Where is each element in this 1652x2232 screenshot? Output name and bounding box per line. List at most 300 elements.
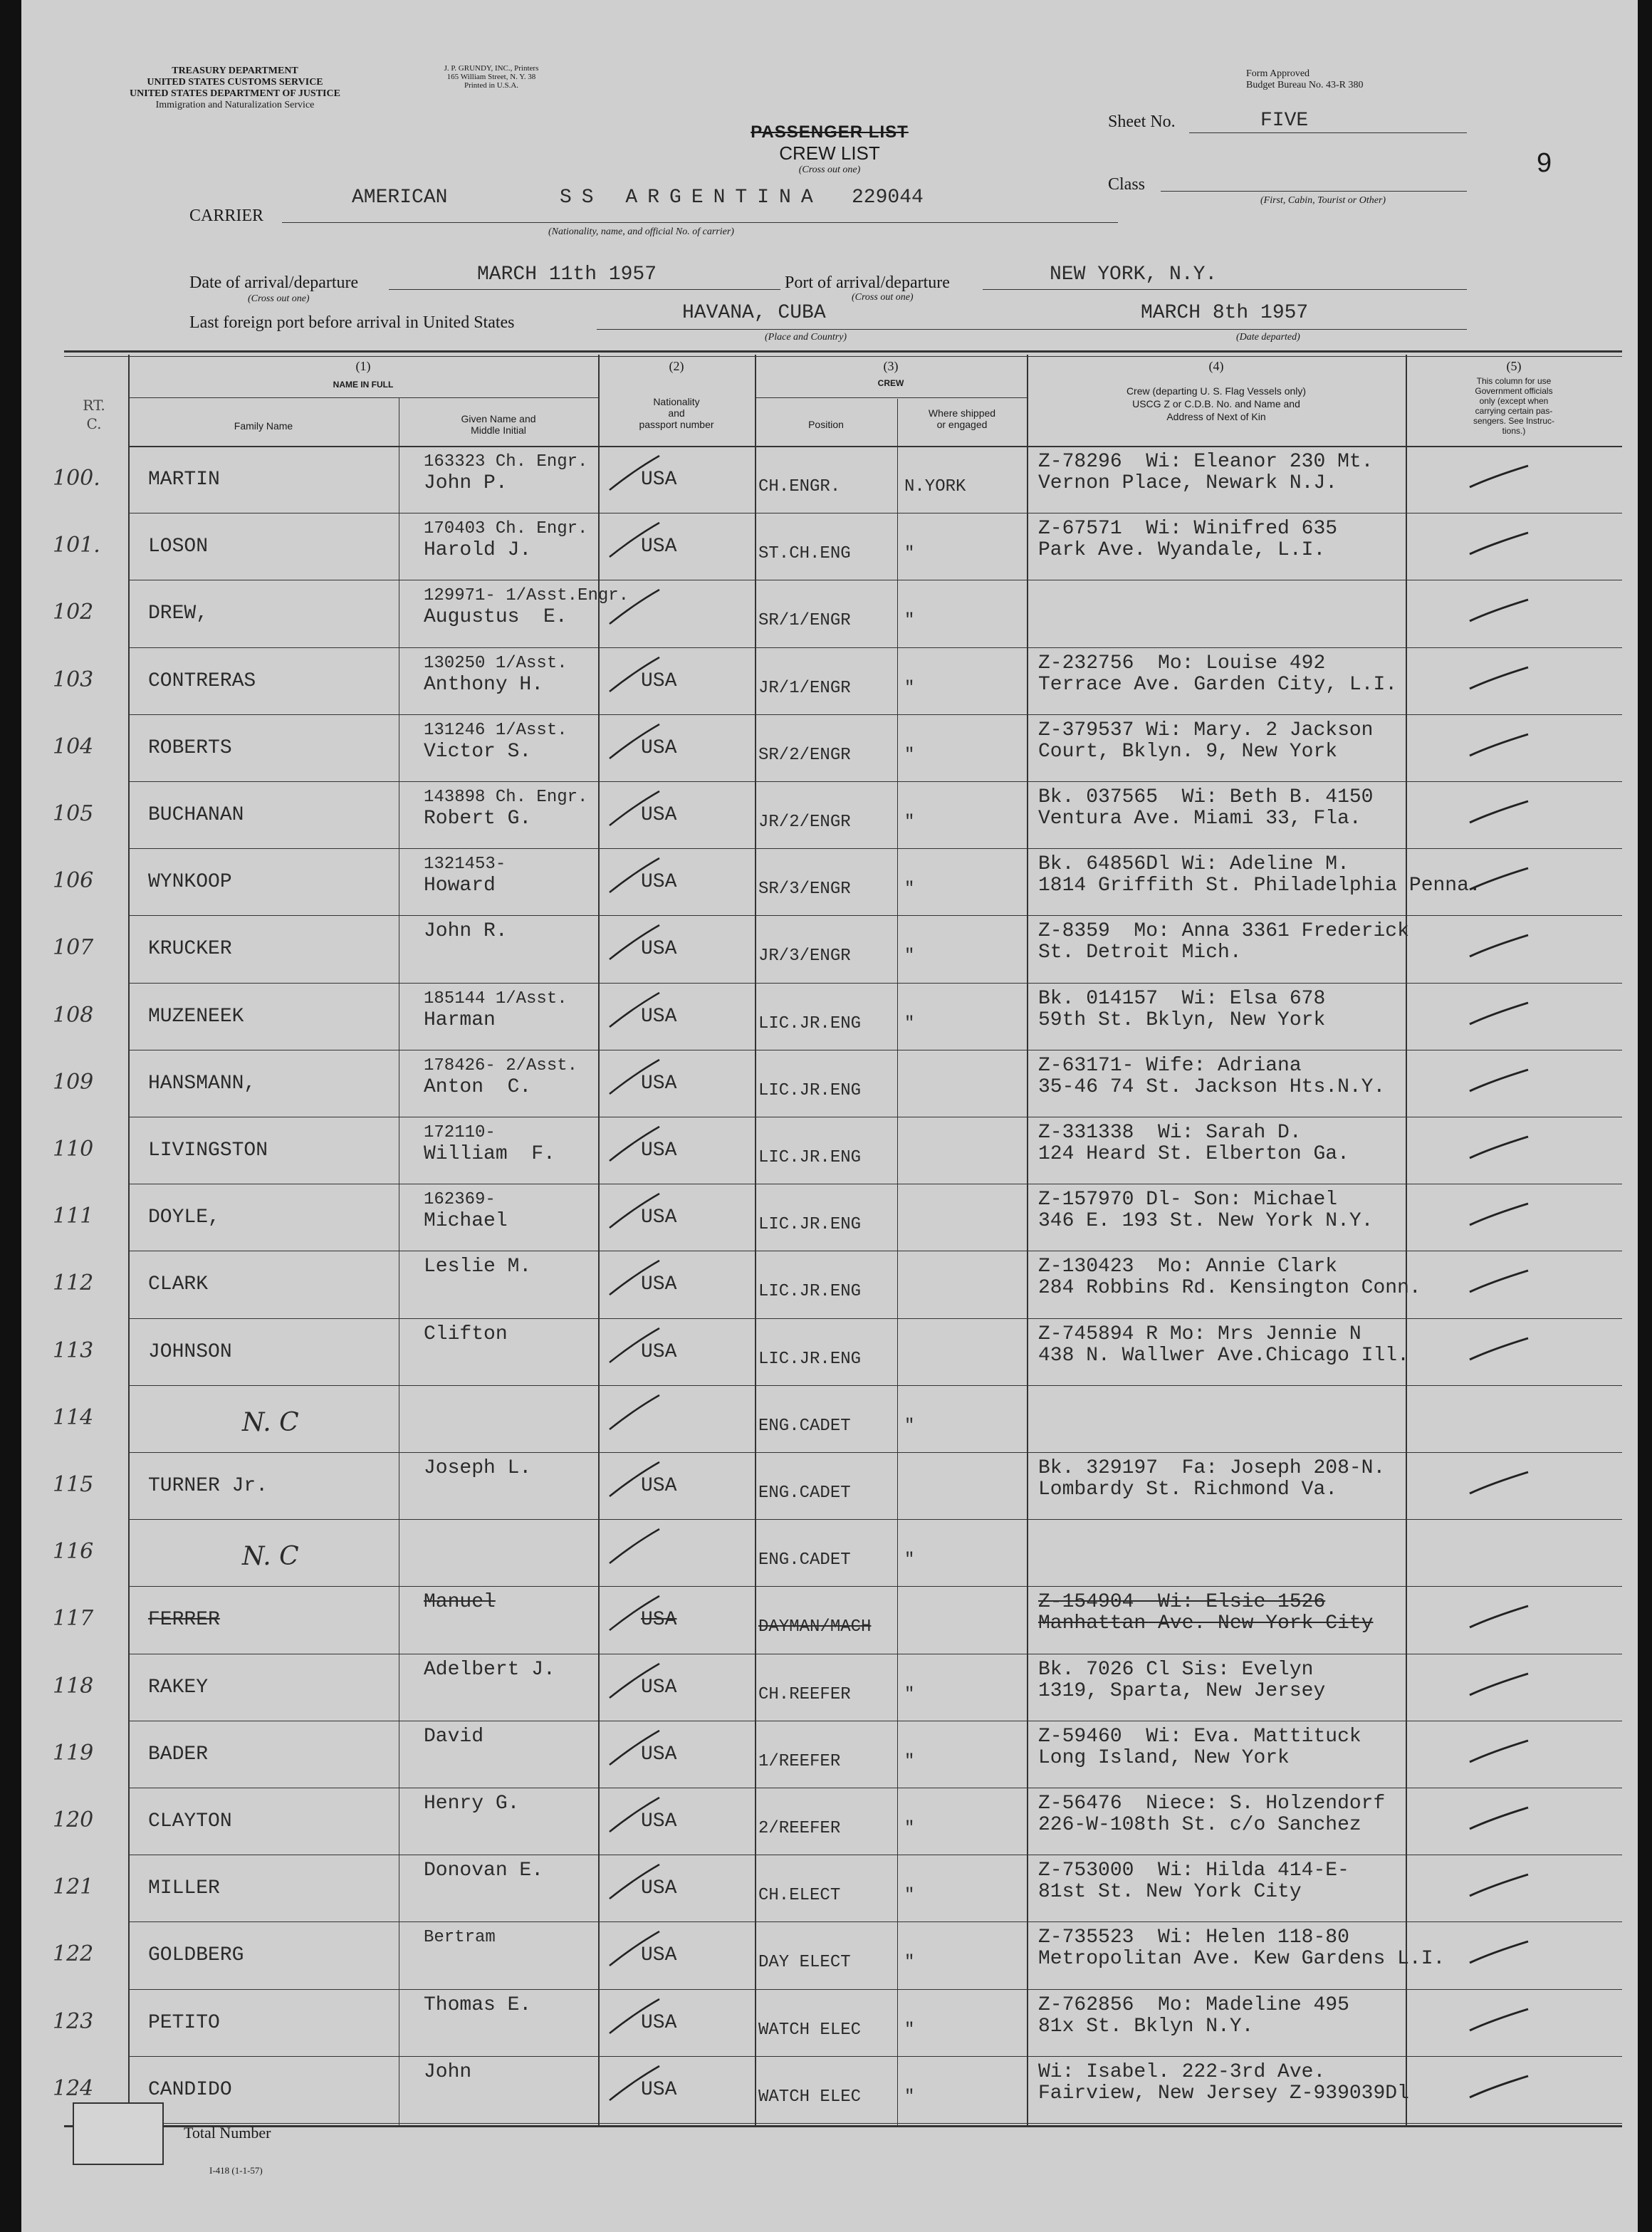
next-of-kin <box>1038 452 1373 494</box>
given-name <box>424 1927 496 1949</box>
row-divider <box>128 848 1622 849</box>
given-name-line-1: 178426- 2/Asst. <box>424 1055 578 1075</box>
next-of-kin-line-1: Z-56476 Niece: S. Holzendorf <box>1038 1793 1386 1815</box>
given-name <box>424 653 568 696</box>
last-port-note: (Place and Country) <box>765 332 847 343</box>
row-number: 118 <box>53 1673 94 1699</box>
position: LIC.JR.ENG <box>758 1282 862 1302</box>
given-name-line-2: Robert G. <box>424 808 532 830</box>
col-kin-line-1: Crew (departing U. S. Flag Vessels only) <box>1126 385 1307 397</box>
family-name: DOYLE, <box>148 1206 220 1229</box>
pen-check-icon <box>607 1862 664 1904</box>
given-name <box>424 1726 483 1748</box>
next-of-kin-line-1: Z-379537 Wi: Mary. 2 Jackson <box>1038 719 1374 741</box>
row-number: 107 <box>53 935 94 961</box>
family-name: FERRER <box>148 1609 220 1632</box>
row-number: 108 <box>53 1002 94 1028</box>
nationality: USA <box>641 1072 677 1095</box>
next-of-kin <box>1038 1055 1385 1098</box>
given-name <box>424 1659 555 1681</box>
col5-number: (5) <box>1506 359 1522 373</box>
given-name-line-2: Howard <box>424 875 496 897</box>
shipped-where: " <box>904 2020 915 2040</box>
shipped-where: " <box>904 745 915 765</box>
col5-note-line-6: tions.) <box>1502 426 1526 436</box>
position: SR/2/ENGR <box>758 745 851 765</box>
position: LIC.JR.ENG <box>758 1148 862 1167</box>
tally-check-icon <box>1467 664 1531 693</box>
given-name-line-2: John <box>424 2060 472 2083</box>
tally-check-icon <box>1467 1134 1531 1162</box>
given-name <box>424 1324 508 1345</box>
total-number-label: Total Number <box>184 2124 271 2142</box>
next-of-kin-line-2: 81x St. Bklyn N.Y. <box>1038 2015 1254 2038</box>
given-name-line-2: John P. <box>424 472 508 494</box>
next-of-kin-line-2: Manhattan Ave. New York City <box>1038 1612 1374 1635</box>
given-name-line-2: Anthony H. <box>424 673 544 696</box>
family-name: LOSON <box>148 536 209 558</box>
given-name-line-2: Clifton <box>424 1323 508 1345</box>
col-kin <box>1027 385 1406 423</box>
given-name-line-2: Donovan E. <box>424 1860 544 1882</box>
pen-check-icon <box>607 1057 664 1100</box>
given-name <box>424 921 508 942</box>
row-number: 123 <box>53 2008 94 2034</box>
next-of-kin <box>1038 1927 1445 1970</box>
crew-list-document <box>21 0 1638 2232</box>
pen-check-icon <box>607 2063 664 2106</box>
nationality: USA <box>641 1005 677 1028</box>
given-name-line-2: Michael <box>424 1210 508 1233</box>
pen-check-icon <box>607 587 664 630</box>
last-port-label: Last foreign port before arrival in United States <box>189 313 515 332</box>
given-name-line-2: Harold J. <box>424 539 532 562</box>
given-name <box>424 854 506 897</box>
given-name-line-1: 1321453- <box>424 855 506 875</box>
col-position: Position <box>808 419 844 430</box>
row-number: 105 <box>53 801 94 826</box>
position: LIC.JR.ENG <box>758 1013 862 1033</box>
next-of-kin-line-1: Z-67571 Wi: Winifred 635 <box>1038 518 1338 541</box>
position: JR/2/ENGR <box>758 813 851 832</box>
tally-check-icon <box>1467 1738 1531 1766</box>
page-number: 9 <box>1537 148 1552 178</box>
next-of-kin <box>1038 1592 1373 1634</box>
next-of-kin <box>1038 1122 1349 1165</box>
pen-check-icon <box>607 1661 664 1704</box>
given-name <box>424 518 587 561</box>
position: SR/3/ENGR <box>758 880 851 899</box>
carrier-name: SS ARGENTINA <box>560 187 823 209</box>
table-row <box>21 917 1638 984</box>
pen-check-icon <box>607 855 664 898</box>
nationality: USA <box>641 1743 677 1766</box>
given-name <box>424 585 629 628</box>
row-divider <box>128 1921 1622 1922</box>
col5-note-line-2: Government officials <box>1475 386 1553 396</box>
next-of-kin-line-2: Court, Bklyn. 9, New York <box>1038 740 1338 763</box>
table-row <box>21 1454 1638 1521</box>
given-name-line-2: William F. <box>424 1143 555 1165</box>
position: ENG.CADET <box>758 1550 851 1570</box>
given-name-line-2: Thomas E. <box>424 1993 532 2016</box>
family-name: TURNER Jr. <box>148 1475 268 1497</box>
next-of-kin-line-2: 1814 Griffith St. Philadelphia Penna. <box>1038 875 1481 897</box>
next-of-kin <box>1038 921 1409 964</box>
col5-note <box>1406 376 1622 436</box>
position: DAYMAN/MACH <box>758 1617 872 1637</box>
nationality: USA <box>641 736 677 759</box>
form-approved-line-2: Budget Bureau No. 43-R 380 <box>1246 80 1364 90</box>
shipped-where: " <box>904 1953 915 1973</box>
col5-note-line-5: sengers. See Instruc- <box>1473 416 1555 426</box>
position: SR/1/ENGR <box>758 611 851 631</box>
title-block <box>705 122 954 176</box>
row-divider <box>128 1318 1622 1319</box>
pen-check-icon <box>607 1996 664 2039</box>
tally-check-icon <box>1467 1671 1531 1699</box>
agency-line-4: Immigration and Naturalization Service <box>155 100 315 110</box>
given-name-line-1: Bertram <box>424 1928 496 1948</box>
col-nationality <box>598 396 755 430</box>
col-nat-line-2: and <box>668 407 685 419</box>
row-number: 119 <box>53 1740 94 1766</box>
col5-note-line-1: This column for use <box>1476 376 1552 386</box>
family-name: WYNKOOP <box>148 871 232 894</box>
family-name: CANDIDO <box>148 2078 232 2101</box>
next-of-kin-line-2: Fairview, New Jersey Z-939039Dl <box>1038 2082 1409 2105</box>
next-of-kin-line-2: 1319, Sparta, New Jersey <box>1038 1679 1326 1702</box>
nationality: USA <box>641 1140 677 1162</box>
next-of-kin <box>1038 1659 1325 1702</box>
tally-check-icon <box>1467 932 1531 961</box>
col5-note-line-4: carrying certain pas- <box>1475 406 1553 416</box>
passenger-list-struck: PASSENGER LIST <box>751 122 909 142</box>
next-of-kin-line-1: Z-735523 Wi: Helen 118-80 <box>1038 1926 1349 1949</box>
pen-check-icon <box>607 1929 664 1971</box>
table-row <box>21 1655 1638 1722</box>
tally-check-icon <box>1467 1067 1531 1095</box>
next-of-kin-line-2: Lombardy St. Richmond Va. <box>1038 1479 1338 1501</box>
crew-list-title: CREW LIST <box>779 142 880 164</box>
next-of-kin-line-1: Z-8359 Mo: Anna 3361 Frederick <box>1038 920 1409 943</box>
family-name: ROBERTS <box>148 736 232 759</box>
next-of-kin <box>1038 1256 1421 1299</box>
pen-check-icon <box>607 1325 664 1368</box>
given-name-line-1: 163323 Ch. Engr. <box>424 452 588 471</box>
next-of-kin-line-1: Bk. 037565 Wi: Beth B. 4150 <box>1038 786 1374 808</box>
position: WATCH ELEC <box>758 2020 862 2040</box>
next-of-kin <box>1038 1860 1349 1903</box>
shipped-where: " <box>904 1013 915 1033</box>
row-divider <box>128 781 1622 782</box>
nationality: USA <box>641 1944 677 1967</box>
position: CH.ELECT <box>758 1886 841 1906</box>
next-of-kin <box>1038 1324 1409 1367</box>
nationality: USA <box>641 1877 677 1900</box>
given-name-line-2: David <box>424 1725 484 1748</box>
given-name-line-1: 130250 1/Asst. <box>424 653 568 673</box>
next-of-kin-line-2: Long Island, New York <box>1038 1746 1290 1769</box>
given-name <box>424 1458 531 1479</box>
date-value: MARCH 11th 1957 <box>477 264 657 286</box>
nationality: USA <box>641 536 677 558</box>
tally-check-icon <box>1467 731 1531 760</box>
carrier-number: 229044 <box>852 187 924 209</box>
col-nat-line-1: Nationality <box>653 396 700 407</box>
row-number: 104 <box>53 734 94 759</box>
pen-check-icon <box>607 655 664 697</box>
row-number: 109 <box>53 1069 94 1095</box>
tally-check-icon <box>1467 865 1531 894</box>
col1-number: (1) <box>355 359 371 373</box>
carrier-nationality: AMERICAN <box>352 187 448 209</box>
given-name-line-1: 172110- <box>424 1123 496 1142</box>
title-note: (Cross out one) <box>798 165 861 175</box>
col2-number: (2) <box>669 359 684 373</box>
family-name: CLARK <box>148 1273 209 1296</box>
col-given-name <box>399 413 598 436</box>
col4-number: (4) <box>1208 359 1224 373</box>
table-row <box>21 1856 1638 1923</box>
given-name <box>424 1592 496 1613</box>
family-name: RAKEY <box>148 1676 209 1699</box>
pen-check-icon <box>607 922 664 965</box>
pen-check-icon <box>607 1593 664 1636</box>
given-name-line-1: 131246 1/Asst. <box>424 720 568 740</box>
next-of-kin-line-2: Vernon Place, Newark N.J. <box>1038 472 1338 494</box>
tally-check-icon <box>1467 798 1531 827</box>
carrier-label: CARRIER <box>189 207 264 225</box>
nationality: USA <box>641 871 677 894</box>
tally-check-icon <box>1467 1201 1531 1229</box>
shipped-where: " <box>904 1886 915 1906</box>
table-row <box>21 1051 1638 1118</box>
position: 1/REEFER <box>758 1751 841 1771</box>
next-of-kin-line-1: Z-130423 Mo: Annie Clark <box>1038 1256 1338 1278</box>
family-name: KRUCKER <box>148 938 232 961</box>
given-name-line-2: Anton C. <box>424 1075 532 1098</box>
family-name: MILLER <box>148 1877 220 1900</box>
given-name <box>424 1860 543 1882</box>
next-of-kin-line-1: Bk. 64856Dl Wi: Adeline M. <box>1038 853 1349 876</box>
row-number: 112 <box>53 1271 94 1296</box>
next-of-kin <box>1038 1793 1385 1836</box>
shipped-where: N.YORK <box>904 477 966 496</box>
table-row <box>21 850 1638 917</box>
next-of-kin <box>1038 653 1397 696</box>
next-of-kin <box>1038 1995 1349 2038</box>
form-number: I-418 (1-1-57) <box>209 2165 263 2176</box>
next-of-kin-line-2: 226-W-108th St. c/o Sanchez <box>1038 1814 1361 1836</box>
row-number: 117 <box>53 1606 94 1632</box>
col-where-line-2: or engaged <box>936 419 988 430</box>
next-of-kin-line-1: Z-762856 Mo: Madeline 495 <box>1038 1993 1349 2016</box>
row-number: 114 <box>53 1404 94 1430</box>
row-number: 102 <box>53 600 94 625</box>
next-of-kin-line-2: Park Ave. Wyandale, L.I. <box>1038 539 1326 562</box>
col-where-line-1: Where shipped <box>928 407 996 419</box>
family-name: JOHNSON <box>148 1340 232 1363</box>
rtc-line-1: RT. <box>83 397 105 414</box>
pen-check-icon <box>607 1191 664 1234</box>
row-divider <box>128 2123 1622 2124</box>
table-row <box>21 984 1638 1051</box>
shipped-where: " <box>904 880 915 899</box>
tally-check-icon <box>1467 1335 1531 1364</box>
next-of-kin-line-2: 346 E. 193 St. New York N.Y. <box>1038 1210 1374 1233</box>
port-label: Port of arrival/departure <box>785 273 950 292</box>
form-approved-block <box>1246 68 1363 91</box>
col-crew: CREW <box>877 378 904 388</box>
nationality: USA <box>641 1340 677 1363</box>
given-name-line-2: Leslie M. <box>424 1256 532 1278</box>
col5-note-line-3: only (except when <box>1479 396 1549 406</box>
col-nat-line-3: passport number <box>639 419 714 430</box>
col-given-line-2: Middle Initial <box>471 424 526 436</box>
row-divider <box>128 1586 1622 1587</box>
given-name-line-2: Harman <box>424 1008 496 1031</box>
table-row <box>21 783 1638 850</box>
form-approved-line-1: Form Approved <box>1246 68 1310 79</box>
table-row <box>21 1387 1638 1454</box>
family-name: PETITO <box>148 2011 220 2034</box>
col1-title: NAME IN FULL <box>333 380 394 390</box>
position: LIC.JR.ENG <box>758 1080 862 1100</box>
table-row <box>21 1587 1638 1654</box>
nationality: USA <box>641 1609 677 1632</box>
col-kin-line-3: Address of Next of Kin <box>1166 411 1266 422</box>
family-name: CONTRERAS <box>148 669 256 692</box>
port-value: NEW YORK, N.Y. <box>1050 264 1218 286</box>
shipped-where: " <box>904 678 915 698</box>
shipped-where: " <box>904 1819 915 1838</box>
given-name-line-2: Victor S. <box>424 740 532 763</box>
row-divider <box>128 983 1622 984</box>
given-name <box>424 452 587 494</box>
printer-block <box>399 64 584 90</box>
next-of-kin-line-2: Metropolitan Ave. Kew Gardens L.I. <box>1038 1948 1446 1971</box>
pen-check-icon <box>607 1392 664 1435</box>
pen-check-icon <box>607 1124 664 1167</box>
next-of-kin-line-2: Terrace Ave. Garden City, L.I. <box>1038 673 1398 696</box>
given-name <box>424 787 587 830</box>
row-number: 124 <box>53 2075 94 2101</box>
family-name: BADER <box>148 1743 209 1766</box>
rtc-label <box>66 396 122 433</box>
given-name-line-1: 143898 Ch. Engr. <box>424 788 588 807</box>
row-number: 121 <box>53 1874 94 1900</box>
shipped-where: " <box>904 1684 915 1704</box>
tally-check-icon <box>1467 1872 1531 1900</box>
row-number: 111 <box>53 1204 94 1229</box>
shipped-where: " <box>904 611 915 631</box>
pen-check-icon <box>607 520 664 563</box>
rtc-line-2: C. <box>86 415 102 432</box>
row-number: 103 <box>53 667 94 692</box>
carrier-note: (Nationality, name, and official No. of carrier) <box>548 226 734 237</box>
table-row <box>21 1320 1638 1387</box>
tally-check-icon <box>1467 1000 1531 1028</box>
date-departed-value: MARCH 8th 1957 <box>1141 302 1309 324</box>
family-name: BUCHANAN <box>148 804 244 826</box>
table-row <box>21 716 1638 783</box>
shipped-where: " <box>904 2087 915 2107</box>
next-of-kin-line-2: St. Detroit Mich. <box>1038 942 1242 964</box>
next-of-kin <box>1038 1726 1361 1769</box>
col3-number: (3) <box>883 359 899 373</box>
position: ENG.CADET <box>758 1483 851 1503</box>
next-of-kin-line-2: 59th St. Bklyn, New York <box>1038 1008 1326 1031</box>
class-note: (First, Cabin, Tourist or Other) <box>1260 195 1386 206</box>
tally-check-icon <box>1467 2073 1531 2102</box>
sheet-value: FIVE <box>1260 110 1309 132</box>
table-row <box>21 1118 1638 1185</box>
position: JR/3/ENGR <box>758 946 851 966</box>
row-divider <box>128 915 1622 916</box>
last-port-value: HAVANA, CUBA <box>682 302 826 324</box>
next-of-kin-line-1: Wi: Isabel. 222-3rd Ave. <box>1038 2060 1326 2083</box>
position: JR/1/ENGR <box>758 678 851 698</box>
pen-check-icon <box>607 1728 664 1771</box>
given-name <box>424 1793 519 1815</box>
table-row <box>21 581 1638 648</box>
nationality: USA <box>641 469 677 491</box>
given-name-line-1: 185144 1/Asst. <box>424 989 568 1008</box>
next-of-kin <box>1038 720 1373 763</box>
total-number-box <box>73 2102 164 2165</box>
position: CH.ENGR. <box>758 477 841 496</box>
tally-check-icon <box>1467 2006 1531 2035</box>
table-row <box>21 1252 1638 1319</box>
table-row <box>21 514 1638 581</box>
given-name-line-1: 170403 Ch. Engr. <box>424 519 588 539</box>
given-name <box>424 1055 577 1098</box>
tally-check-icon <box>1467 1939 1531 1967</box>
next-of-kin-line-1: Z-753000 Wi: Hilda 414-E- <box>1038 1860 1349 1882</box>
next-of-kin-line-2: 438 N. Wallwer Ave.Chicago Ill. <box>1038 1344 1409 1367</box>
pen-check-icon <box>607 788 664 831</box>
family-name: MARTIN <box>148 469 220 491</box>
tally-check-icon <box>1467 1469 1531 1498</box>
tally-check-icon <box>1467 1268 1531 1296</box>
printer-line-3: Printed in U.S.A. <box>464 81 519 90</box>
row-number: 120 <box>53 1808 94 1832</box>
row-number: 116 <box>53 1539 94 1565</box>
position: ENG.CADET <box>758 1416 851 1436</box>
nationality: USA <box>641 804 677 826</box>
position: ST.CH.ENG <box>758 544 851 564</box>
row-divider <box>128 714 1622 715</box>
crew-rows <box>21 447 1638 2125</box>
nationality: USA <box>641 669 677 692</box>
position: DAY ELECT <box>758 1953 851 1973</box>
table-row <box>21 1722 1638 1789</box>
next-of-kin-line-1: Z-157970 Dl- Son: Michael <box>1038 1189 1338 1211</box>
position: WATCH ELEC <box>758 2087 862 2107</box>
given-name-line-1: 129971- 1/Asst.Engr. <box>424 586 629 606</box>
next-of-kin-line-1: Z-232756 Mo: Louise 492 <box>1038 652 1326 674</box>
given-name-line-2: John R. <box>424 920 508 943</box>
pen-check-icon <box>607 1795 664 1837</box>
next-of-kin <box>1038 518 1337 561</box>
next-of-kin-line-1: Z-331338 Wi: Sarah D. <box>1038 1122 1302 1144</box>
agency-line-1: TREASURY DEPARTMENT <box>172 66 298 76</box>
date-label: Date of arrival/departure <box>189 273 359 292</box>
family-name: GOLDBERG <box>148 1944 244 1967</box>
next-of-kin-line-2: 35-46 74 St. Jackson Hts.N.Y. <box>1038 1075 1386 1098</box>
pen-check-icon <box>607 1258 664 1300</box>
